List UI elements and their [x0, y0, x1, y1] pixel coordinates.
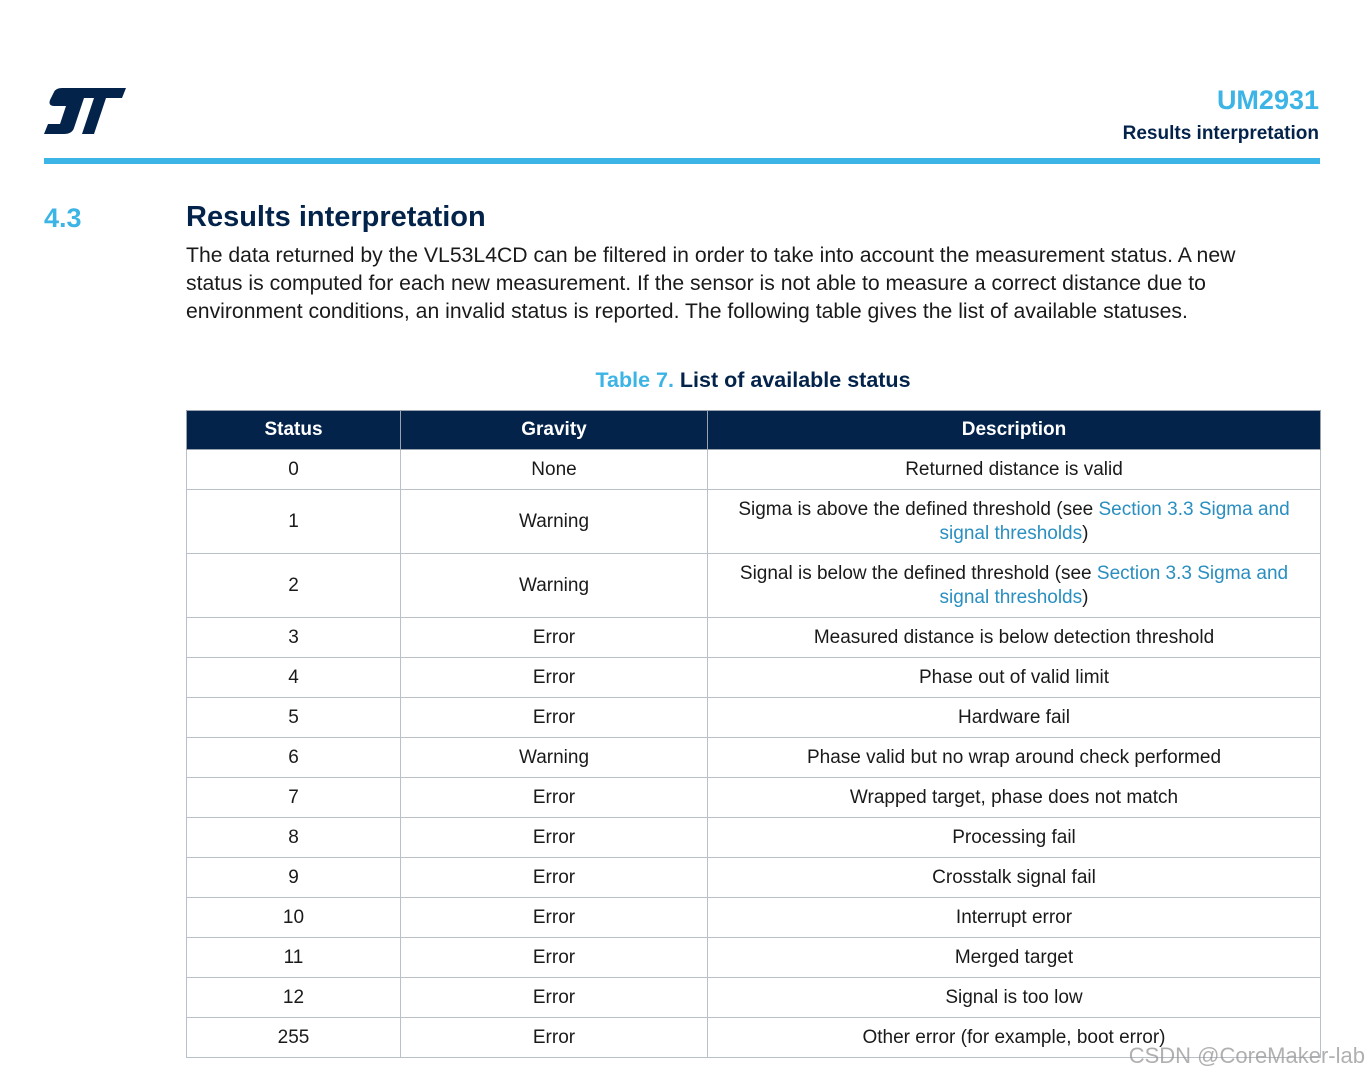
status-table — [186, 410, 1321, 1058]
status-cell: 6 — [187, 738, 401, 778]
table-row — [187, 898, 1321, 938]
table-row — [187, 778, 1321, 818]
table-row — [187, 978, 1321, 1018]
table-row — [187, 490, 1321, 554]
description-cell: Signal is too low — [708, 978, 1321, 1018]
gravity-cell: Error — [401, 858, 708, 898]
gravity-cell: Error — [401, 778, 708, 818]
description-text: Signal is below the defined threshold (see — [739, 562, 1097, 584]
description-cell: Hardware fail — [708, 698, 1321, 738]
gravity-cell: Error — [401, 698, 708, 738]
table-row — [187, 450, 1321, 490]
description-cell: Other error (for example, boot error) — [708, 1018, 1321, 1058]
table-caption-title: List of available status — [679, 368, 911, 392]
table-caption — [186, 368, 1320, 393]
status-cell: 10 — [187, 898, 401, 938]
status-cell: 12 — [187, 978, 401, 1018]
column-header-status: Status — [187, 411, 401, 450]
description-cell: Wrapped target, phase does not match — [708, 778, 1321, 818]
gravity-cell: Error — [401, 978, 708, 1018]
gravity-cell: None — [401, 450, 708, 490]
section-link[interactable]: Section 3.3 Sigma and signal thresholds — [939, 498, 1290, 544]
description-cell: Measured distance is below detection threshold — [708, 618, 1321, 658]
section-title: Results interpretation — [186, 201, 486, 233]
document-subtitle: Results interpretation — [1122, 123, 1319, 144]
description-cell: Interrupt error — [708, 898, 1321, 938]
status-cell: 9 — [187, 858, 401, 898]
status-cell: 1 — [187, 490, 401, 554]
table-caption-label: Table 7. — [595, 368, 674, 392]
gravity-cell: Error — [401, 658, 708, 698]
status-cell: 3 — [187, 618, 401, 658]
status-cell: 11 — [187, 938, 401, 978]
watermark: CSDN @CoreMaker-lab — [1128, 1043, 1365, 1068]
intro-paragraph — [186, 242, 1326, 326]
description-cell — [708, 554, 1321, 618]
description-cell — [708, 490, 1321, 554]
st-logo — [44, 88, 126, 134]
gravity-cell: Warning — [401, 554, 708, 618]
gravity-cell: Error — [401, 938, 708, 978]
document-id: UM2931 — [1216, 85, 1319, 115]
gravity-cell: Warning — [401, 490, 708, 554]
gravity-cell: Warning — [401, 738, 708, 778]
table-row — [187, 618, 1321, 658]
gravity-cell: Error — [401, 618, 708, 658]
intro-line: environment conditions, an invalid status is reported. The following table gives the list of available statuses. — [186, 300, 1188, 323]
description-cell: Phase out of valid limit — [708, 658, 1321, 698]
table-row — [187, 658, 1321, 698]
section-number: 4.3 — [44, 203, 82, 233]
column-header-gravity: Gravity — [401, 411, 708, 450]
description-cell: Merged target — [708, 938, 1321, 978]
gravity-cell: Error — [401, 898, 708, 938]
description-cell: Processing fail — [708, 818, 1321, 858]
status-cell: 4 — [187, 658, 401, 698]
status-cell: 2 — [187, 554, 401, 618]
table-body — [187, 450, 1321, 1058]
gravity-cell: Error — [401, 818, 708, 858]
intro-line: The data returned by the VL53L4CD can be filtered in order to take into account the measurement status. A new — [186, 244, 1236, 267]
status-cell: 0 — [187, 450, 401, 490]
column-header-description: Description — [708, 411, 1321, 450]
table-row — [187, 554, 1321, 618]
status-cell: 5 — [187, 698, 401, 738]
gravity-cell: Error — [401, 1018, 708, 1058]
description-cell: Phase valid but no wrap around check performed — [708, 738, 1321, 778]
description-suffix: ) — [1082, 522, 1089, 544]
table-row — [187, 858, 1321, 898]
table-header-row — [187, 411, 1321, 450]
header-rule — [44, 158, 1320, 164]
table-row — [187, 938, 1321, 978]
table-row — [187, 698, 1321, 738]
intro-line: status is computed for each new measurement. If the sensor is not able to measure a correct distance due to — [186, 272, 1206, 295]
table-row — [187, 738, 1321, 778]
description-suffix: ) — [1082, 586, 1089, 608]
section-link[interactable]: Section 3.3 Sigma and signal thresholds — [939, 562, 1289, 608]
status-cell: 8 — [187, 818, 401, 858]
status-cell: 7 — [187, 778, 401, 818]
description-text: Sigma is above the defined threshold (see — [738, 498, 1099, 520]
status-cell: 255 — [187, 1018, 401, 1058]
description-cell: Crosstalk signal fail — [708, 858, 1321, 898]
description-cell: Returned distance is valid — [708, 450, 1321, 490]
table-row — [187, 818, 1321, 858]
